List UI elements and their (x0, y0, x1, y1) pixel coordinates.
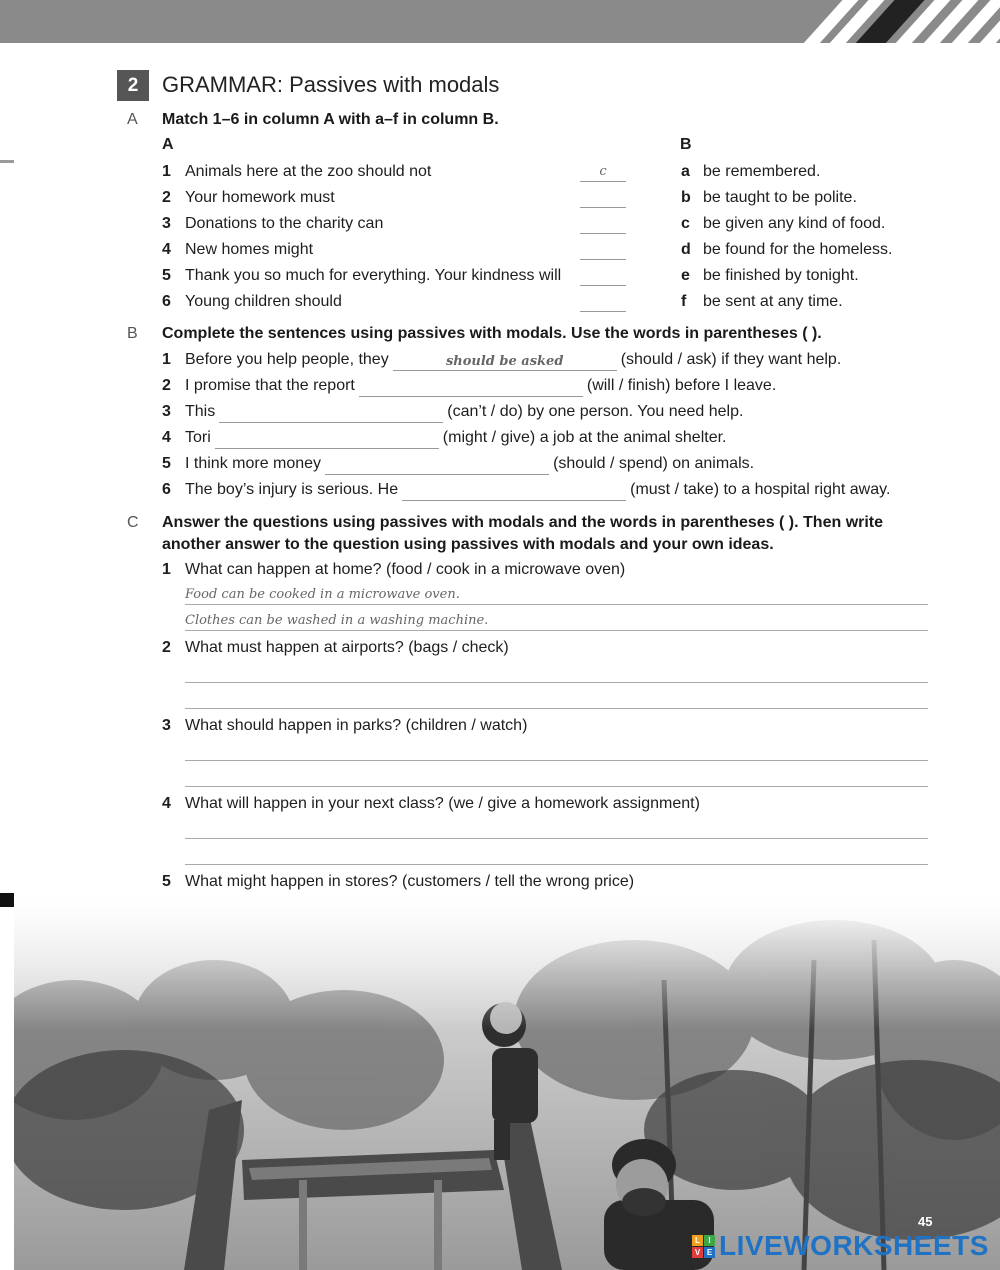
sentence-row: This (can’t / do) by one person. You need help. (185, 401, 743, 423)
item-text: Donations to the charity can (185, 215, 384, 232)
sentence-row: I think more money (should / spend) on animals. (185, 453, 754, 475)
item-number: 1 (162, 351, 171, 368)
sentence-row: Tori (might / give) a job at the animal shelter. (185, 427, 726, 449)
option-letter: d (681, 241, 691, 258)
option-text: be found for the homeless. (703, 241, 893, 258)
part-a-letter: A (127, 111, 138, 128)
column-a-heading: A (162, 136, 174, 153)
match-answer-field[interactable]: c (580, 161, 626, 182)
question-text: What might happen in stores? (customers / tell the wrong price) (185, 873, 635, 890)
column-b-heading: B (680, 136, 692, 153)
answer-line[interactable] (185, 818, 928, 839)
item-number: 5 (162, 267, 171, 284)
blank-field[interactable] (325, 456, 549, 475)
blank-field[interactable] (219, 404, 443, 423)
section-number: 2 (117, 70, 149, 101)
answer-line[interactable] (185, 766, 928, 787)
option-letter: b (681, 189, 691, 206)
section-title: GRAMMAR: Passives with modals (162, 72, 500, 97)
match-answer-field[interactable] (580, 291, 626, 312)
question-text: What must happen at airports? (bags / check) (185, 639, 509, 656)
item-number: 5 (162, 873, 171, 890)
item-text: Thank you so much for everything. Your kindness will (185, 267, 562, 284)
item-number: 3 (162, 215, 171, 232)
sentence-row: Before you help people, they should be asked (should / ask) if they want help. (185, 351, 842, 369)
question-text: What will happen in your next class? (we / give a homework assignment) (185, 795, 700, 812)
question-text: What should happen in parks? (children / watch) (185, 717, 528, 734)
match-answer-field[interactable] (580, 265, 626, 286)
answer-line[interactable] (185, 844, 928, 865)
item-number: 1 (162, 163, 171, 180)
part-b-letter: B (127, 325, 138, 342)
option-letter: f (681, 293, 687, 310)
option-letter: a (681, 163, 690, 180)
item-text: Animals here at the zoo should not (185, 163, 432, 180)
option-text: be sent at any time. (703, 293, 843, 310)
item-number: 4 (162, 429, 171, 446)
margin-marker (0, 893, 14, 907)
item-number: 6 (162, 481, 171, 498)
match-answer-field[interactable] (580, 213, 626, 234)
margin-tick (0, 160, 14, 163)
question-text: What can happen at home? (food / cook in a microwave oven) (185, 561, 626, 578)
option-text: be finished by tonight. (703, 267, 859, 284)
blank-field[interactable]: should be asked (393, 352, 617, 371)
part-c-letter: C (127, 514, 139, 531)
answer-line[interactable] (185, 662, 928, 683)
option-text: be remembered. (703, 163, 821, 180)
answer-line[interactable] (185, 688, 928, 709)
item-number: 2 (162, 189, 171, 206)
item-number: 5 (162, 455, 171, 472)
liveworksheets-logo[interactable] (692, 1230, 989, 1262)
blank-field[interactable] (402, 482, 626, 501)
item-number: 1 (162, 561, 171, 578)
answer-line[interactable]: Clothes can be washed in a washing machine. (185, 610, 928, 631)
blank-field[interactable] (359, 378, 583, 397)
page-number: 45 (918, 1214, 933, 1229)
option-text: be given any kind of food. (703, 215, 886, 232)
answer-line[interactable]: Food can be cooked in a microwave oven. (185, 584, 928, 605)
item-text: Your homework must (185, 189, 335, 206)
item-number: 2 (162, 377, 171, 394)
item-number: 3 (162, 403, 171, 420)
sentence-row: I promise that the report (will / finish) before I leave. (185, 375, 776, 397)
top-banner (0, 0, 1000, 43)
item-text: New homes might (185, 241, 314, 258)
item-number: 4 (162, 241, 171, 258)
part-b-instruction: Complete the sentences using passives with modals. Use the words in parentheses ( ). (162, 325, 822, 342)
option-letter: c (681, 215, 690, 232)
match-answer-field[interactable] (580, 187, 626, 208)
sentence-row: The boy’s injury is serious. He (must / take) to a hospital right away. (185, 479, 890, 501)
blank-field[interactable] (215, 430, 439, 449)
item-text: Young children should (185, 293, 342, 310)
answer-line[interactable] (185, 740, 928, 761)
option-text: be taught to be polite. (703, 189, 857, 206)
part-a-instruction: Match 1–6 in column A with a–f in column B. (162, 111, 499, 128)
match-answer-field[interactable] (580, 239, 626, 260)
option-letter: e (681, 267, 690, 284)
item-number: 2 (162, 639, 171, 656)
item-number: 6 (162, 293, 171, 310)
logo-text: LIVEWORKSHEETS (719, 1230, 989, 1261)
part-c-instruction: Answer the questions using passives with modals and the words in parentheses ( ). Then write another answer to the question using passives with modals and your own ideas. (162, 514, 884, 553)
playground-photo (14, 900, 1000, 1270)
logo-icon: L I V E (692, 1235, 715, 1258)
item-number: 3 (162, 717, 171, 734)
item-number: 4 (162, 795, 171, 812)
